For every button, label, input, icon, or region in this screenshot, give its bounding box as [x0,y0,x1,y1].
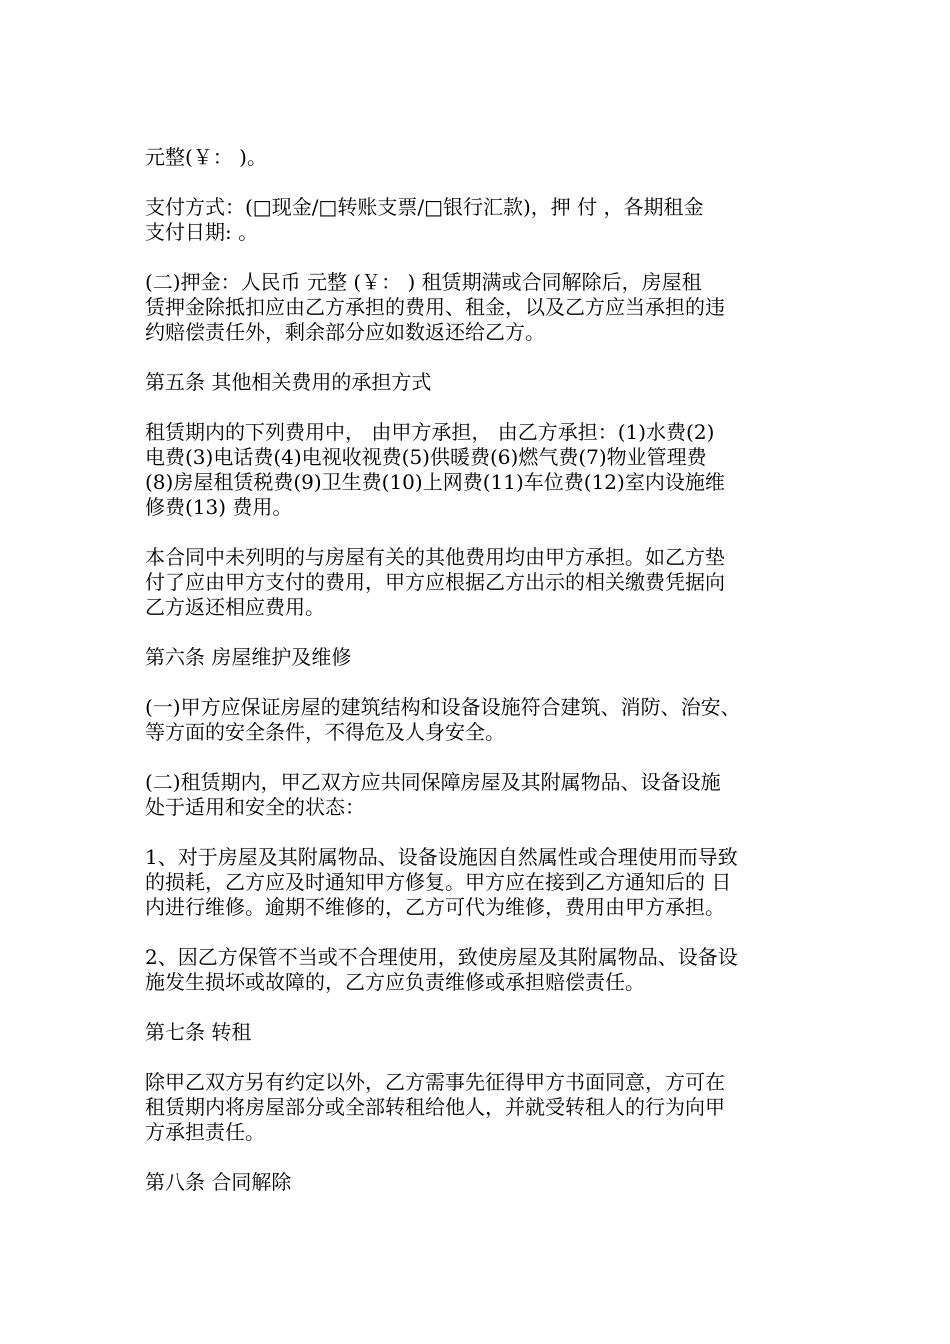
text-line: (一)甲方应保证房屋的建筑结构和设备设施符合建筑、消防、治安、 [145,695,741,719]
text-line: 支付日期: 。 [145,220,259,244]
heading-text: 第七条 转租 [145,1020,252,1044]
section-heading-article-6 [145,645,810,670]
text-line: 电费(3)电话费(4)电视收视费(5)供暖费(6)燃气费(7)物业管理费 [145,445,707,469]
heading-text: 第八条 合同解除 [145,1170,292,1194]
text-line: 租赁期内将房屋部分或全部转租给他人，并就受转租人的行为向甲 [145,1095,725,1119]
paragraph-fees-list [145,420,810,520]
text-line: 本合同中未列明的与房屋有关的其他费用均由甲方承担。如乙方垫 [145,545,725,569]
paragraph-natural-wear [145,845,810,920]
text-line: 付了应由甲方支付的费用，甲方应根据乙方出示的相关缴费凭据向 [145,570,725,594]
text-line: 元整(￥： )。 [145,145,267,169]
text-line: 的损耗，乙方应及时通知甲方修复。甲方应在接到乙方通知后的 日 [145,870,732,894]
heading-text: 第五条 其他相关费用的承担方式 [145,370,432,394]
section-heading-article-7 [145,1020,810,1045]
text-line: 修费(13) 费用。 [145,495,293,519]
text-line: 租赁期内的下列费用中， 由甲方承担， 由乙方承担：(1)水费(2) [145,420,715,444]
section-heading-article-5 [145,370,810,395]
paragraph-payment-method [145,195,810,245]
text-line: (二)租赁期内，甲乙双方应共同保障房屋及其附属物品、设备设施 [145,770,721,794]
paragraph-deposit [145,270,810,345]
text-line: 内进行维修。逾期不维修的，乙方可代为维修，费用由甲方承担。 [145,895,725,919]
paragraph-improper-use [145,945,810,995]
document-page [145,145,810,1220]
heading-text: 第六条 房屋维护及维修 [145,645,352,669]
text-line: 方承担责任。 [145,1120,265,1144]
text-line: 除甲乙双方另有约定以外，乙方需事先征得甲方书面同意，方可在 [145,1070,725,1094]
text-line: 施发生损坏或故障的，乙方应负责维修或承担赔偿责任。 [145,970,645,994]
text-line: 等方面的安全条件，不得危及人身安全。 [145,720,505,744]
text-line: 2、因乙方保管不当或不合理使用，致使房屋及其附属物品、设备设 [145,945,738,969]
text-line: (二)押金：人民币 元整 (￥： ) 租赁期满或合同解除后，房屋租 [145,270,702,294]
text-line: 约赔偿责任外，剩余部分应如数返还给乙方。 [145,320,545,344]
paragraph-yuanzheng [145,145,810,170]
text-line: 处于适用和安全的状态： [145,795,365,819]
paragraph-joint-maintenance [145,770,810,820]
paragraph-safety-conditions [145,695,810,745]
text-line: (8)房屋租赁税费(9)卫生费(10)上网费(11)车位费(12)室内设施维 [145,470,725,494]
paragraph-other-fees [145,545,810,620]
text-line: 1、对于房屋及其附属物品、设备设施因自然属性或合理使用而导致 [145,845,738,869]
text-line: 支付方式：(□现金/□转账支票/□银行汇款)，押 付 ，各期租金 [145,195,704,219]
text-line: 乙方返还相应费用。 [145,595,325,619]
section-heading-article-8 [145,1170,810,1195]
paragraph-sublease [145,1070,810,1145]
text-line: 赁押金除抵扣应由乙方承担的费用、租金，以及乙方应当承担的违 [145,295,725,319]
